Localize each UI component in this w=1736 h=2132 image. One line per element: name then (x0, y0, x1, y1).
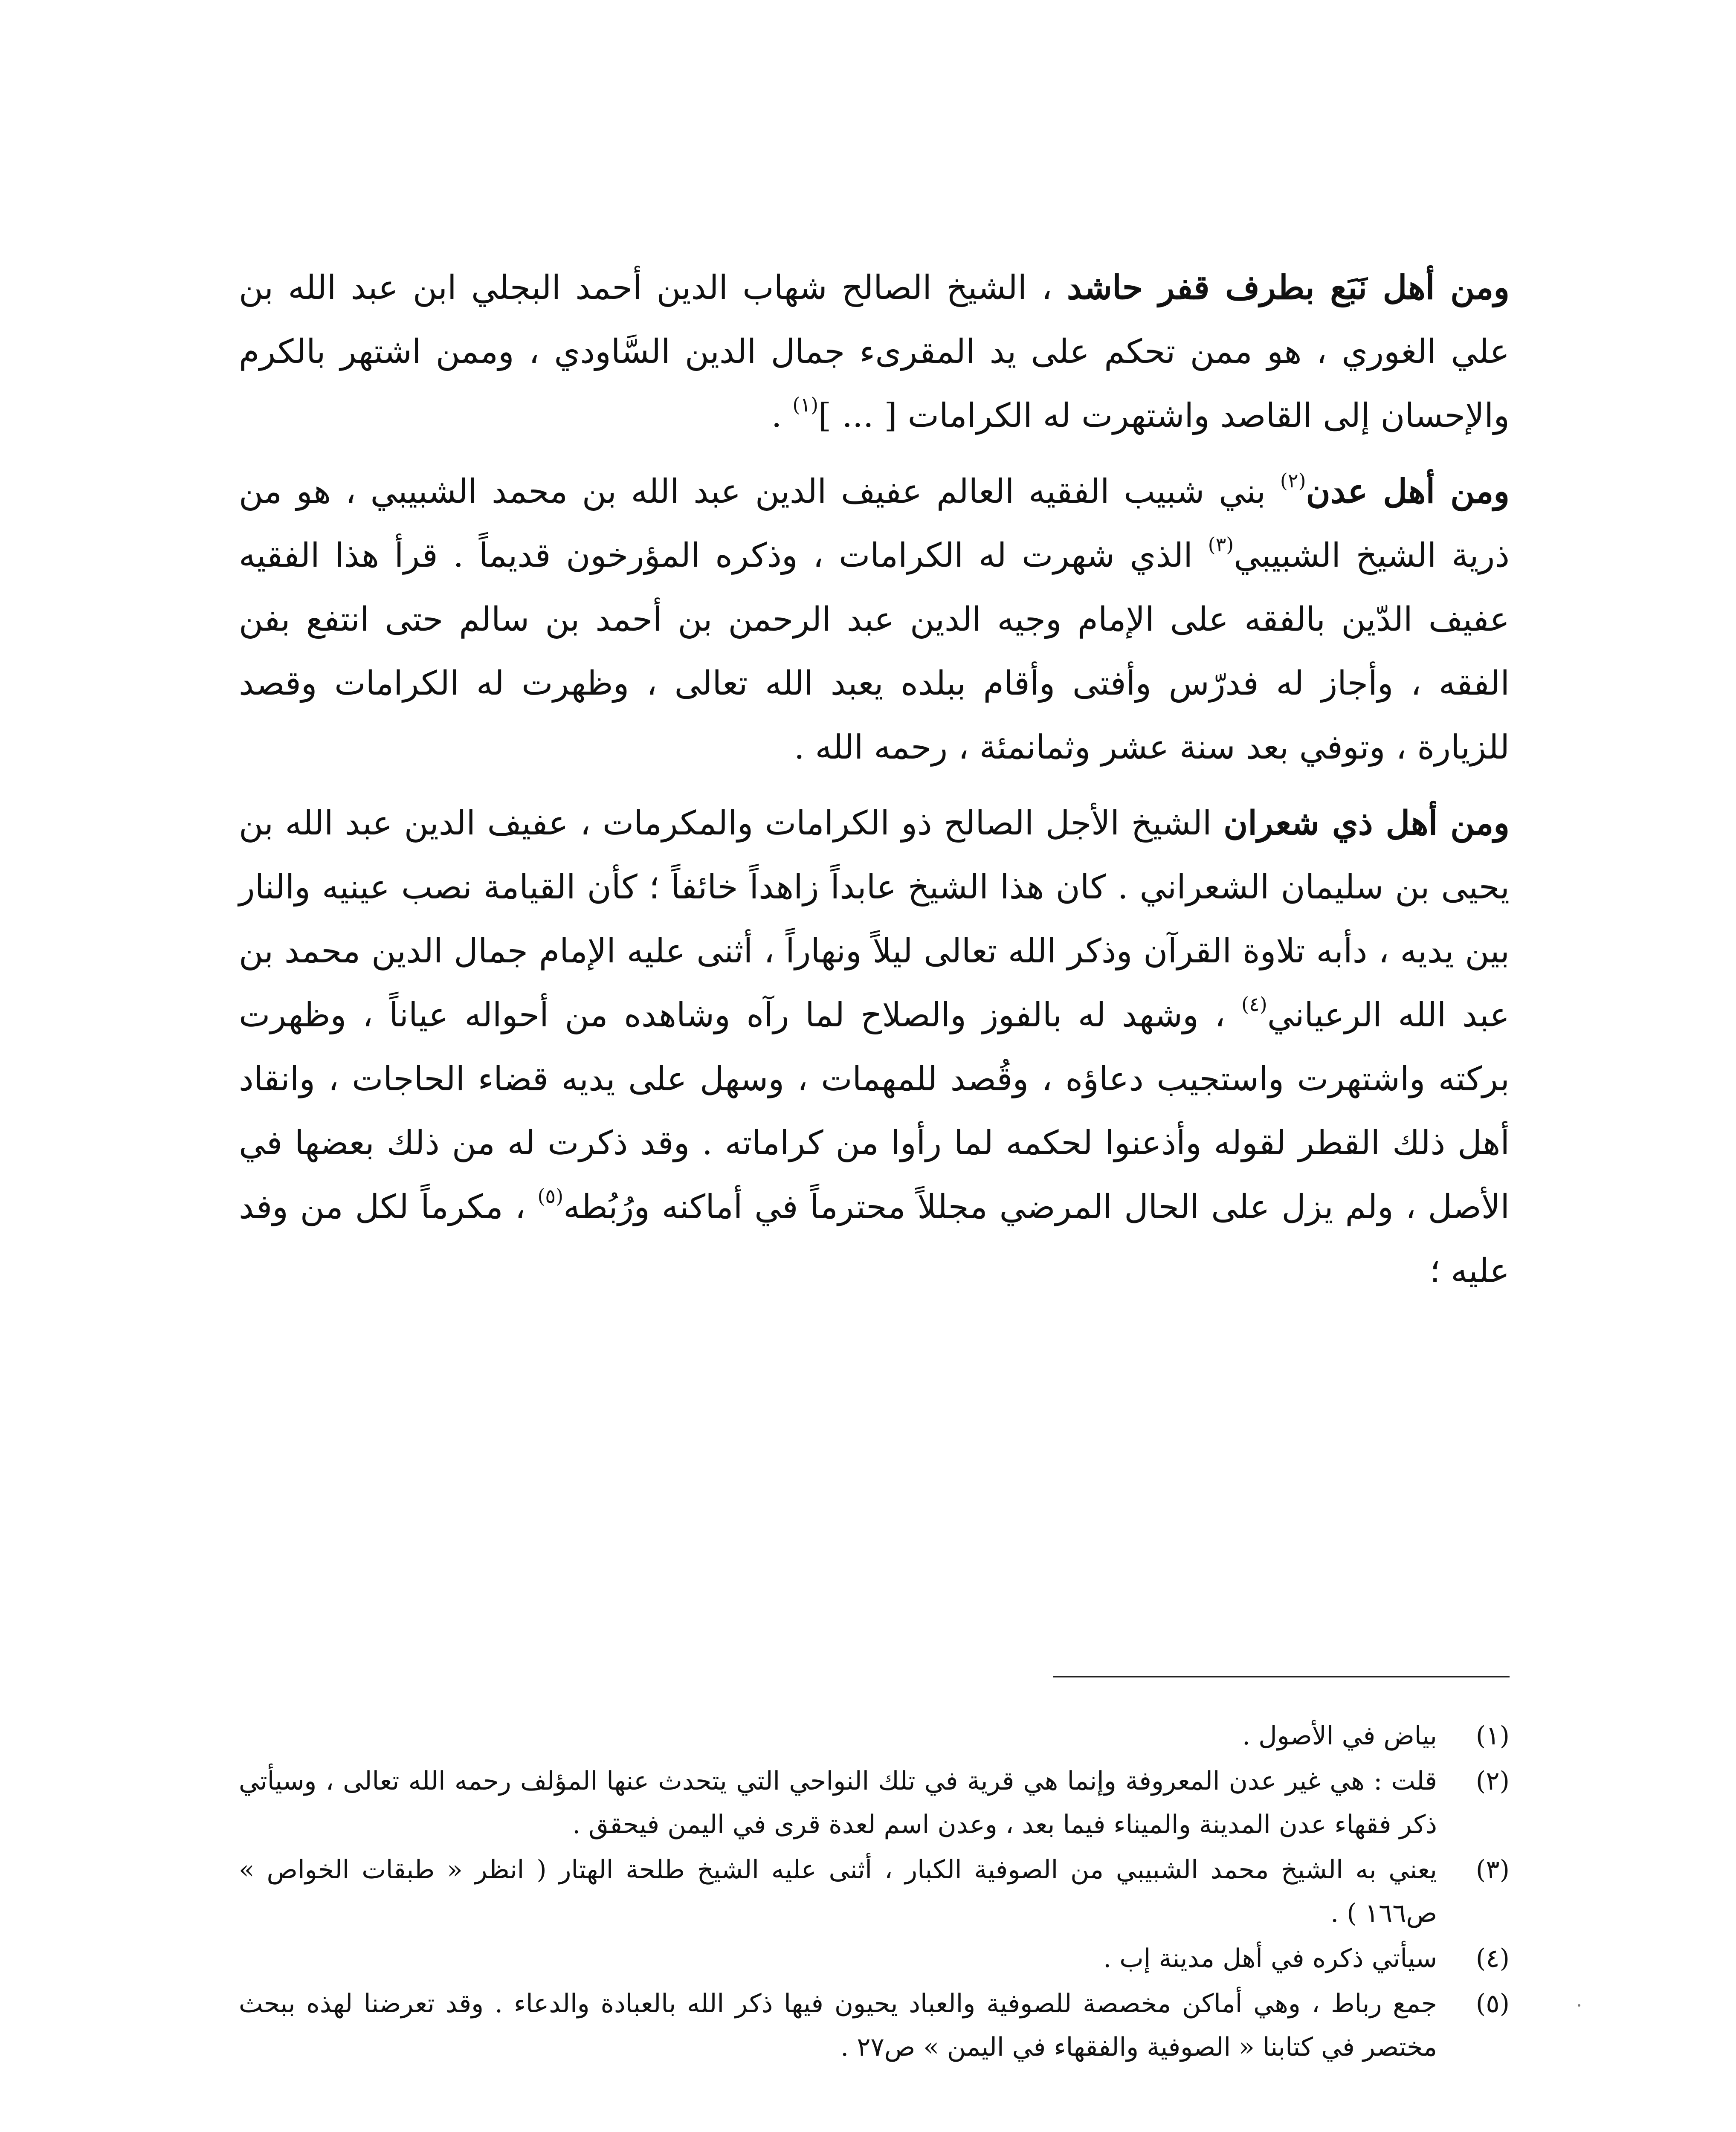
footnote-text: جمع رباط ، وهي أماكن مخصصة للصوفية والعباد يحيون فيها ذكر الله بالعبادة والدعاء . وقد تعرضنا لهذه ببحث مختصر في كتابنا « الصوفية والفقهاء في اليمن » ص٢٧ . (239, 1989, 1437, 2062)
paragraph-text: الذي شهرت له الكرامات ، وذكره المؤرخون قديماً . قرأ هذا الفقيه عفيف الدّين بالفقه على الإمام وجيه الدين عبد الرحمن بن أحمد بن سالم حتى انتفع بفن الفقه ، وأجاز له فدرّس وأفتى وأقام ببلده يعبد الله تعالى ، وظهرت له الكرامات وقصد للزيارة ، وتوفي بعد سنة عشر وثمانمئة ، رحمه الله . (239, 536, 1510, 767)
footnotes (239, 1714, 1510, 2071)
paragraph-text: ، الشيخ الصالح شهاب الدين أحمد البجلي ابن عبد الله بن علي الغوري ، هو ممن تحكم على يد المقرىء جمال الدين السَّاودي ، وممن اشتهر بالكرم والإحسان إلى القاصد واشتهرت له الكرامات [ ... ] (239, 269, 1510, 435)
footnote-ref: (٢) (1280, 469, 1306, 492)
footnote-number: (٢) (1475, 1766, 1510, 1796)
paragraph-lead: ومن أهل ذي شعران (1223, 804, 1510, 843)
footnote-text: قلت : هي غير عدن المعروفة وإنما هي قرية في تلك النواحي التي يتحدث عنها المؤلف رحمه الله تعالى ، وسيأتي ذكر فقهاء عدن المدينة والميناء فيما بعد ، وعدن اسم لعدة قرى في اليمن فيحقق . (239, 1766, 1437, 1839)
paragraph-text: بني شبيب الفقيه العالم عفيف الدين عبد الله بن محمد الشبيبي ، هو من ذرية الشيخ الشبيبي (239, 472, 1510, 575)
footnote-number: (٣) (1475, 1855, 1510, 1885)
footnote (239, 1714, 1510, 1758)
footnote (239, 1848, 1510, 1935)
paragraph-text: . (771, 397, 793, 435)
footnote-text: بياض في الأصول . (1242, 1721, 1437, 1751)
paragraph-text: الشيخ الأجل الصالح ذو الكرامات والمكرمات ، عفيف الدين عبد الله بن يحيى بن سليمان الشعراني . كان هذا الشيخ عابداً زاهداً خائفاً ؛ كأن القيامة نصب عينيه والنار بين يديه ، دأبه تلاوة القرآن وذكر الله تعالى ليلاً ونهاراً ، أثنى عليه الإمام جمال الدين محمد بن عبد الله الرعياني (239, 804, 1510, 1034)
footnote-text: يعني به الشيخ محمد الشبيبي من الصوفية الكبار ، أثنى عليه الشيخ طلحة الهتار ( انظر « طبقات الخواص » ص١٦٦ ) . (239, 1855, 1437, 1928)
footnote-separator (1053, 1676, 1510, 1677)
paragraph-text: ، وشهد له بالفوز والصلاح لما رآه وشاهده من أحواله عياناً ، وظهرت بركته واشتهرت واستجيب دعاؤه ، وقُصد للمهمات ، وسهل على يديه قضاء الحاجات ، وانقاد أهل ذلك القطر لقوله وأذعنوا لحكمه لما رأوا من كراماته . وقد ذكرت له من ذلك بعضها في الأصل ، ولم يزل على الحال المرضي مجللاً محترماً في أماكنه ورُبُطه (239, 996, 1510, 1226)
paragraph-shaaran (239, 791, 1510, 1303)
footnote-number: (١) (1475, 1721, 1510, 1751)
paragraph-aden (239, 460, 1510, 779)
footnote-ref: (٥) (537, 1185, 564, 1208)
footnote-ref: (٣) (1208, 533, 1234, 556)
footnote-number: (٤) (1475, 1944, 1510, 1973)
footnote-text: سيأتي ذكره في أهل مدينة إب . (1103, 1944, 1437, 1973)
footnote-ref: (١) (792, 393, 819, 416)
main-text (239, 256, 1510, 1315)
paragraph-lead: ومن أهل نَبَع بطرف قفر حاشد (1067, 268, 1510, 307)
footnote (239, 1937, 1510, 1980)
paragraph-text: ، مكرماً لكل من وفد عليه ؛ (239, 1188, 1510, 1290)
footnote (239, 1982, 1510, 2069)
footnote (239, 1759, 1510, 1846)
scan-speck (1578, 2004, 1580, 2007)
footnote-ref: (٤) (1241, 993, 1267, 1016)
footnote-number: (٥) (1475, 1989, 1510, 2019)
paragraph-nabaa (239, 256, 1510, 448)
paragraph-lead: ومن أهل عدن (1306, 472, 1510, 511)
